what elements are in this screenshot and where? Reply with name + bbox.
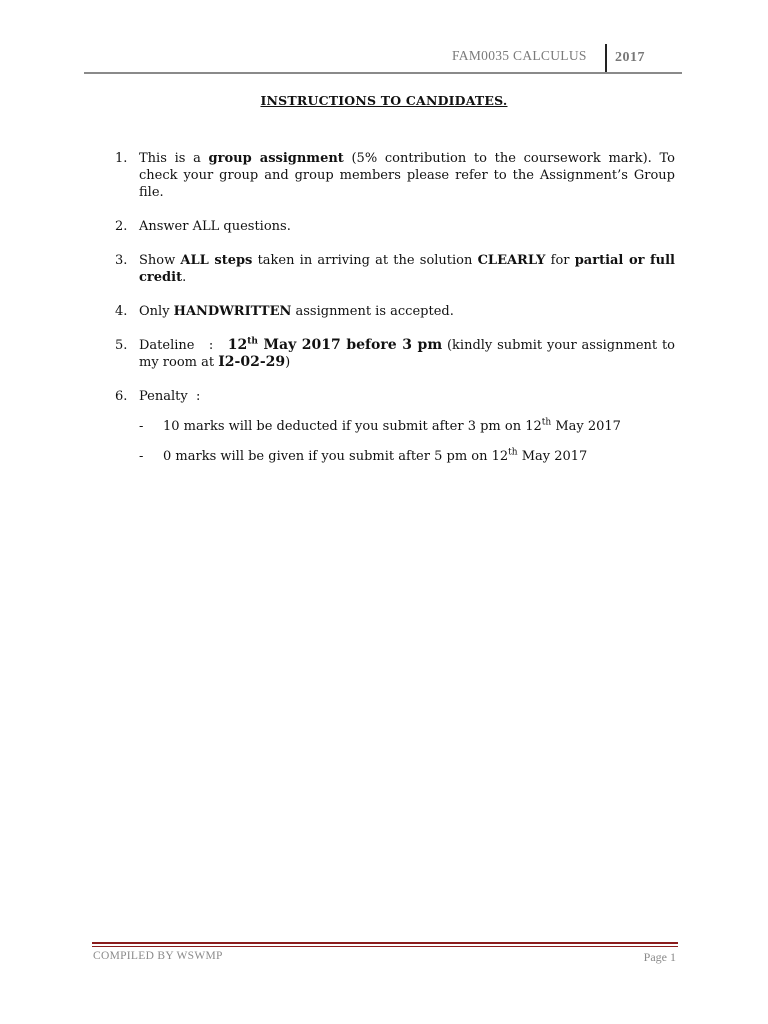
item-number: 2. — [115, 219, 128, 234]
item-text: Show — [139, 253, 181, 268]
footer-rule-thin — [92, 946, 678, 947]
item-text: Dateline : — [139, 338, 228, 353]
instruction-item-5 — [115, 337, 675, 371]
deadline-time: May 2017 before 3 pm — [257, 337, 443, 353]
instruction-item-3 — [115, 252, 675, 286]
penalty-text: May 2017 — [551, 419, 621, 434]
item-text: ) — [285, 355, 291, 370]
instruction-item-6 — [115, 388, 675, 465]
item-text: . — [182, 270, 187, 285]
item-text: assignment is accepted. — [291, 304, 454, 319]
item-emphasis: HANDWRITTEN — [173, 304, 292, 319]
footer-rule — [92, 942, 678, 944]
item-number: 5. — [115, 338, 128, 353]
item-text: for — [545, 253, 575, 268]
document-title: INSTRUCTIONS TO CANDIDATES. — [260, 93, 508, 108]
header-year: 2017 — [615, 50, 645, 65]
item-emphasis: ALL steps — [180, 253, 253, 268]
item-number: 3. — [115, 253, 128, 268]
deadline-day: 12 — [227, 337, 248, 353]
item-text: taken in arriving at the solution — [252, 253, 478, 268]
deadline-day-suffix: th — [247, 336, 258, 347]
item-number: 4. — [115, 304, 128, 319]
item-text: Only — [139, 304, 174, 319]
item-text: Penalty : — [139, 389, 201, 404]
item-number: 1. — [115, 151, 128, 166]
item-text: (kindly submit your assignment to my room at — [139, 338, 675, 370]
penalty-dash: - — [139, 449, 144, 464]
instruction-item-4 — [115, 303, 675, 320]
item-emphasis: group assignment — [208, 151, 344, 166]
item-text: Answer ALL questions. — [139, 219, 291, 234]
footer-page-number: Page 1 — [643, 950, 676, 964]
item-number: 6. — [115, 389, 128, 404]
penalty-item-1 — [139, 418, 675, 435]
room-number: I2-02-29 — [218, 354, 286, 370]
instruction-item-2 — [115, 218, 675, 235]
item-emphasis: partial or full credit — [139, 253, 675, 285]
instruction-item-1 — [115, 150, 675, 201]
instructions-list — [115, 150, 675, 482]
header-divider — [605, 44, 607, 72]
item-emphasis: CLEARLY — [477, 253, 546, 268]
penalty-text: May 2017 — [517, 449, 588, 464]
header-course-title: FAM0035 CALCULUS — [452, 48, 587, 63]
item-text: This is a — [139, 151, 209, 166]
deadline-date — [228, 337, 442, 353]
penalty-text: 0 marks will be given if you submit after 5 pm on 12 — [163, 449, 509, 464]
penalty-item-2 — [139, 448, 675, 465]
footer-compiled-by: COMPILED BY WSWMP — [93, 950, 223, 962]
header-rule — [84, 72, 682, 74]
penalty-day-suffix: th — [508, 447, 518, 458]
item-text: (5% contribution to the coursework mark). To check your group and group members please refer to the Assignment’s Group file. — [139, 151, 675, 200]
penalty-day-suffix: th — [541, 417, 552, 428]
penalty-text: 10 marks will be deducted if you submit after 3 pm on 12 — [163, 419, 542, 434]
penalty-dash: - — [139, 419, 144, 434]
